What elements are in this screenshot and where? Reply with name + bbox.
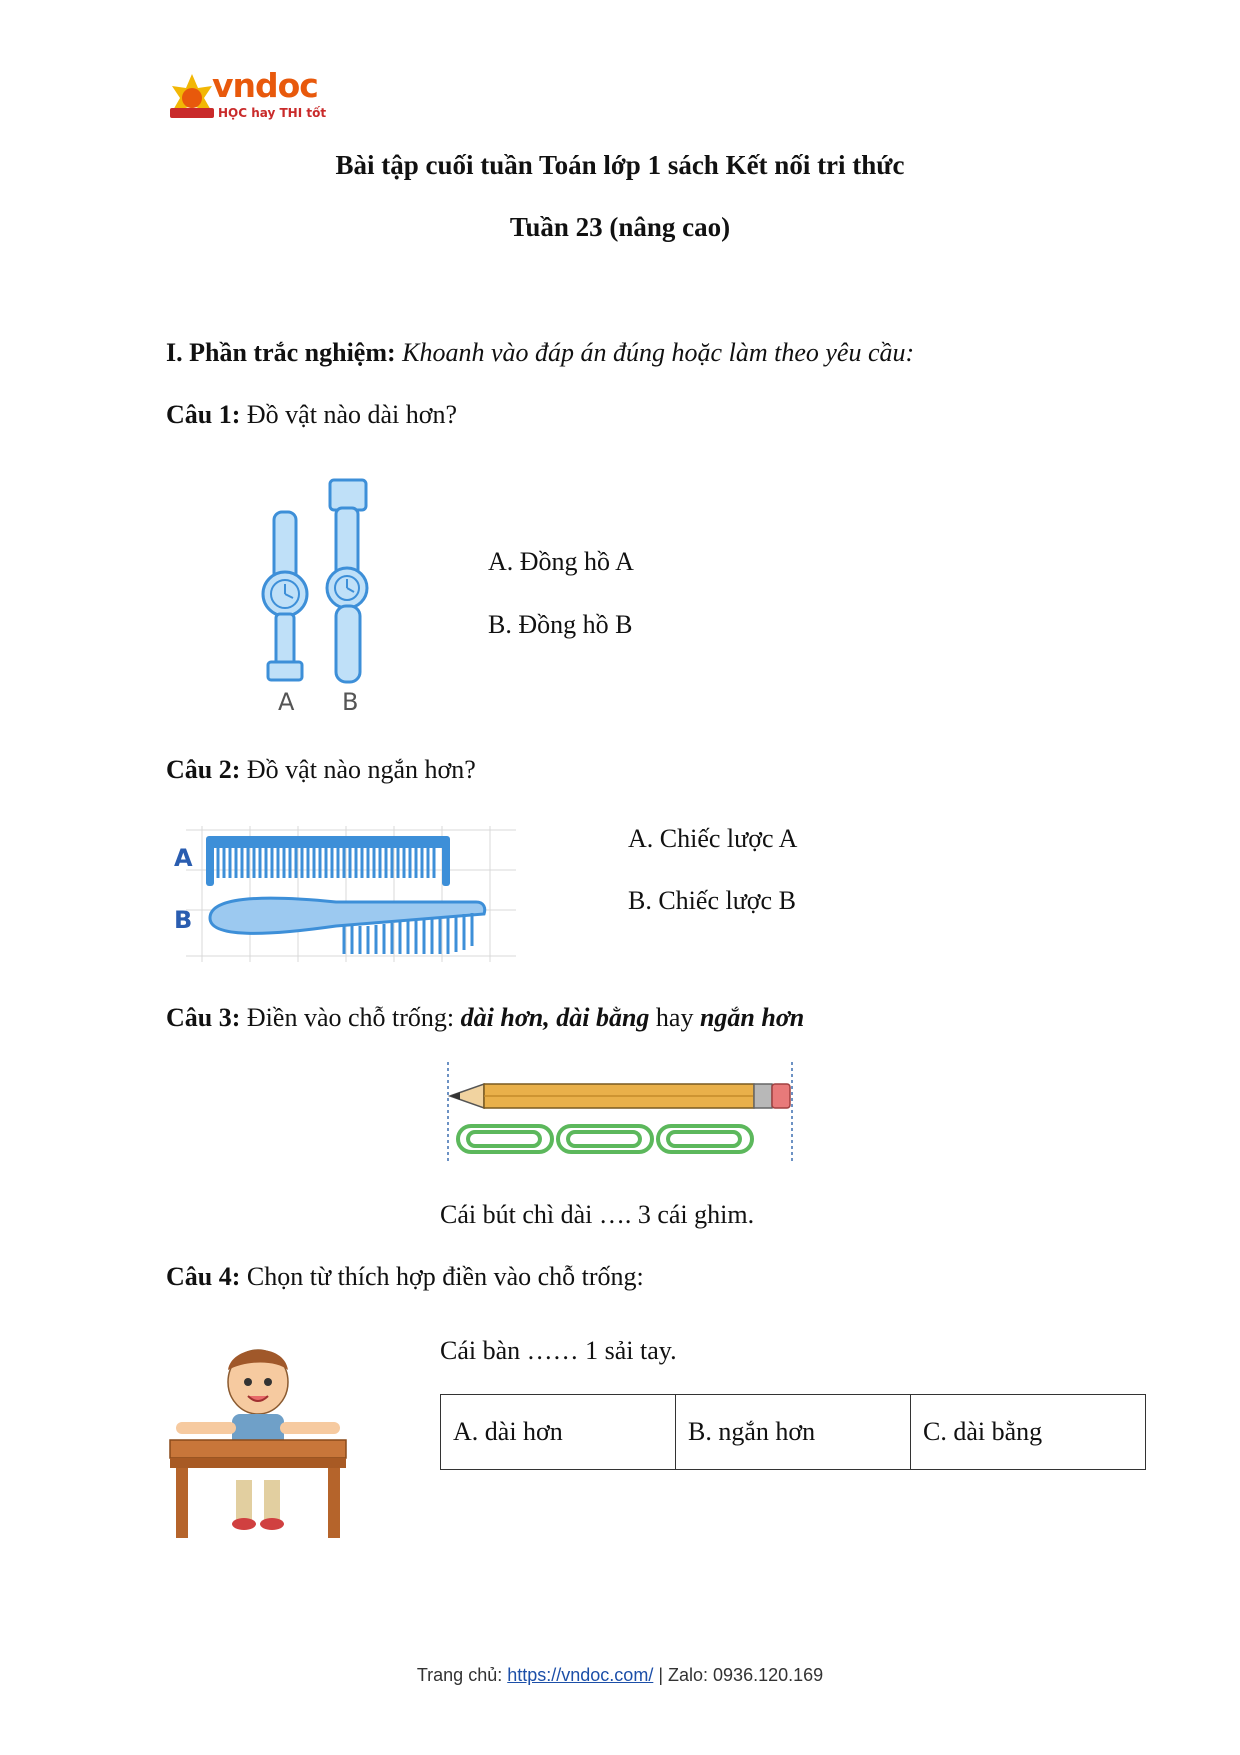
watch-a-icon (263, 512, 307, 680)
question-2-label: Câu 2: (166, 755, 241, 784)
logo-tagline: HỌC hay THI tốt (218, 106, 327, 120)
question-3-text: Điền vào chỗ trống: (246, 1003, 455, 1032)
question-4-choice-b[interactable]: B. ngắn hơn (676, 1395, 911, 1470)
question-4-label: Câu 4: (166, 1262, 241, 1291)
logo-wordmark: vndoc (212, 66, 318, 105)
question-3-label: Câu 3: (166, 1003, 241, 1032)
question-3-last-word: ngắn hơn (699, 1003, 805, 1032)
question-4-choice-c[interactable]: C. dài bằng (911, 1395, 1146, 1470)
table-icon (170, 1440, 346, 1538)
document-title: Bài tập cuối tuần Toán lớp 1 sách Kết nối tri thức (335, 150, 905, 180)
pencil-icon (450, 1084, 790, 1108)
footer-contact: | Zalo: 0936.120.169 (658, 1665, 824, 1685)
combs-illustration (166, 826, 516, 962)
pencil-clips-illustration (444, 1062, 796, 1162)
question-3-sentence: Cái bút chì dài …. 3 cái ghim. (440, 1200, 755, 1229)
document-subtitle: Tuần 23 (nâng cao) (509, 212, 731, 242)
section-instruction: Khoanh vào đáp án đúng hoặc làm theo yêu cầu: (402, 338, 915, 367)
comb-label-a: A (174, 844, 193, 872)
question-2-option-a[interactable]: A. Chiếc lược A (628, 824, 798, 853)
boy-table-illustration (166, 1330, 356, 1540)
question-2 (166, 755, 476, 785)
watch-label-b: B (342, 688, 359, 716)
question-4-choice-a[interactable]: A. dài hơn (441, 1395, 676, 1470)
question-1-option-a[interactable]: A. Đồng hồ A (488, 547, 634, 576)
watch-label-a: A (278, 688, 295, 716)
paper-clip-icons (458, 1126, 752, 1152)
question-4-sentence: Cái bàn …… 1 sải tay. (440, 1336, 677, 1365)
section-label: I. Phần trắc nghiệm: (166, 338, 396, 367)
question-2-option-b[interactable]: B. Chiếc lược B (628, 886, 796, 915)
question-3 (166, 1003, 804, 1033)
question-3-words: dài hơn, dài bằng (460, 1003, 650, 1032)
choices-row (441, 1395, 1146, 1470)
question-1-label: Câu 1: (166, 400, 241, 429)
comb-label-b: B (174, 906, 193, 934)
footer-homepage-link[interactable]: https://vndoc.com/ (507, 1665, 654, 1685)
comb-a-icon (206, 836, 450, 886)
watches-illustration (250, 476, 390, 716)
question-1 (166, 400, 457, 430)
page-footer (0, 1665, 1240, 1686)
question-4-choices-table (440, 1394, 1146, 1470)
question-4-text: Chọn từ thích hợp điền vào chỗ trống: (246, 1262, 644, 1291)
question-2-text: Đồ vật nào ngắn hơn? (246, 755, 476, 784)
question-1-text: Đồ vật nào dài hơn? (246, 400, 458, 429)
question-4 (166, 1262, 644, 1292)
logo-mascot-icon (166, 72, 218, 124)
question-3-middle: hay (655, 1003, 694, 1032)
question-1-option-b[interactable]: B. Đồng hồ B (488, 610, 633, 639)
comb-b-icon (210, 898, 485, 954)
section-heading (166, 338, 914, 368)
footer-prefix: Trang chủ: (416, 1665, 503, 1685)
